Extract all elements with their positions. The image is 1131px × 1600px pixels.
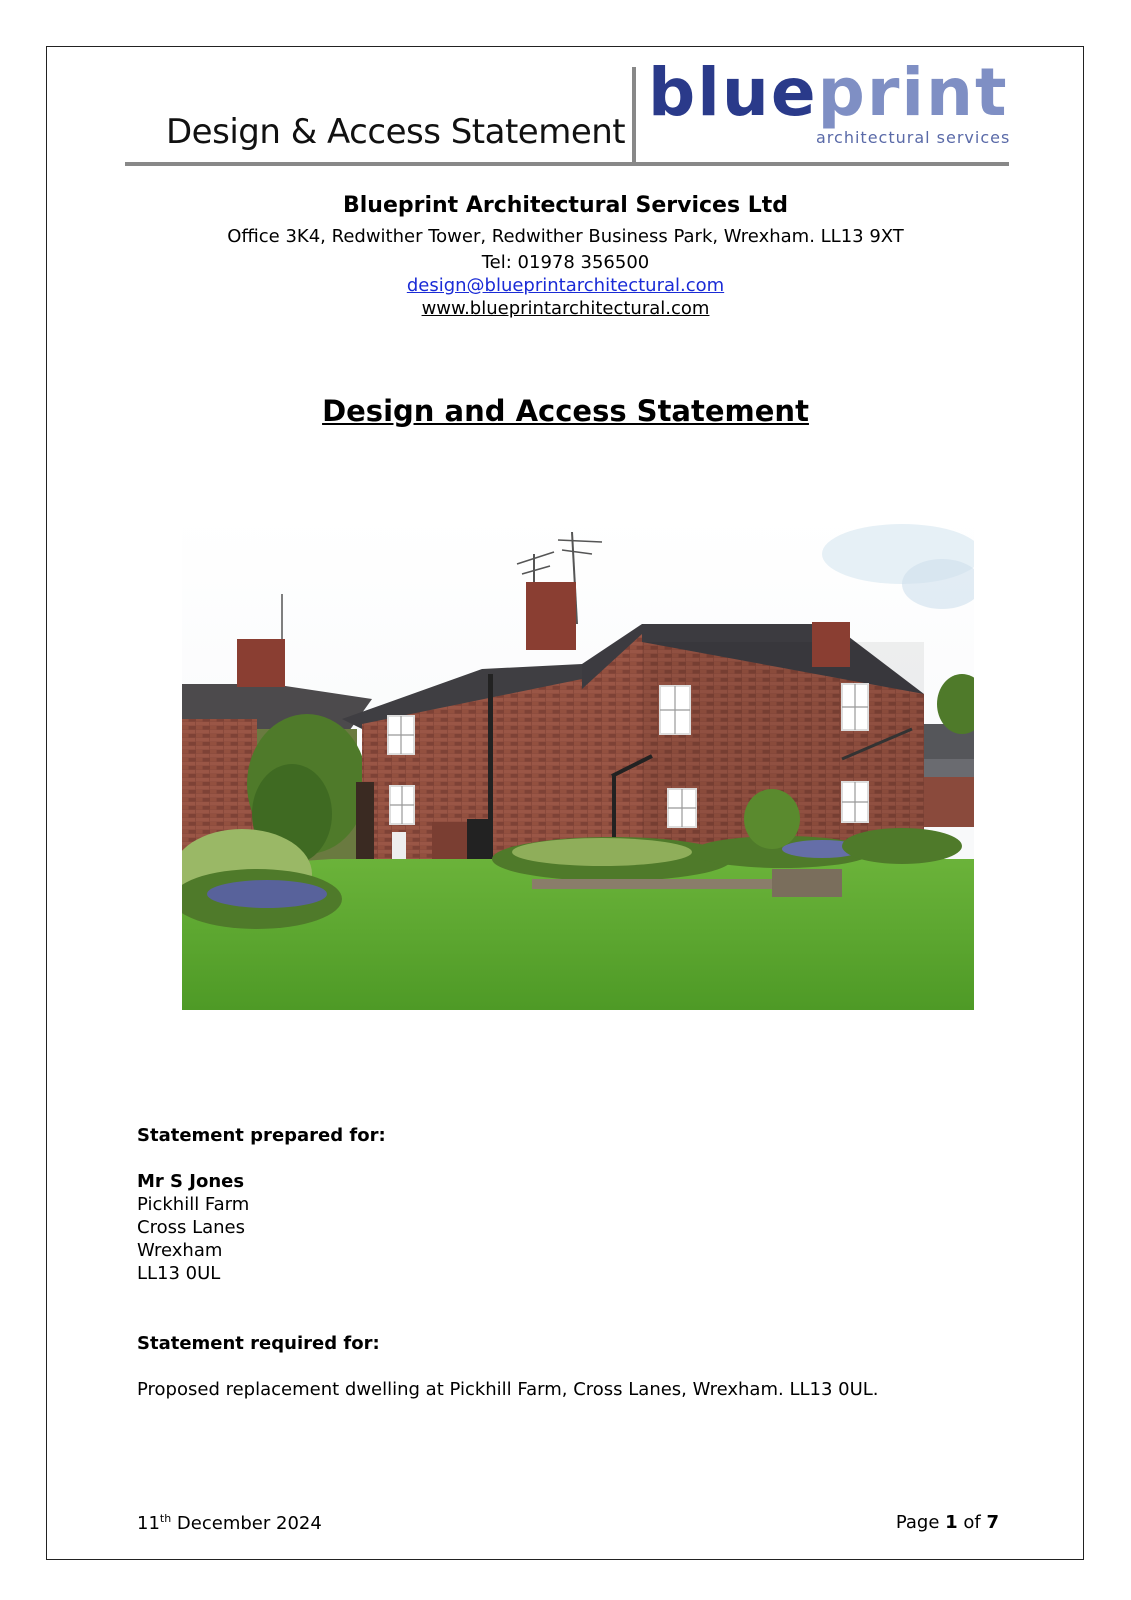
company-name: Blueprint Architectural Services Ltd <box>342 193 789 218</box>
farmhouse-photo <box>182 514 974 1010</box>
logo-text-print: print <box>817 54 1009 131</box>
logo-text-blue: blue <box>648 54 818 131</box>
blueprint-logo <box>648 54 1009 131</box>
footer-date-rest: December 2024 <box>171 1513 322 1534</box>
prepared-for-label: Statement prepared for: <box>137 1125 386 1146</box>
company-tel: Tel: 01978 356500 <box>481 252 650 273</box>
client-address-line: Pickhill Farm <box>137 1194 250 1215</box>
header-rule <box>125 162 1009 166</box>
company-website-link[interactable]: www.blueprintarchitectural.com <box>421 298 710 319</box>
page-label: Page <box>895 1512 946 1533</box>
footer-date <box>137 1512 322 1534</box>
document-title: Design and Access Statement <box>322 394 809 428</box>
client-address-line: Wrexham <box>137 1240 223 1261</box>
page-current: 1 <box>945 1512 958 1533</box>
company-address: Office 3K4, Redwither Tower, Redwither Business Park, Wrexham. LL13 9XT <box>227 226 904 247</box>
company-email-link[interactable]: design@blueprintarchitectural.com <box>406 275 725 296</box>
header-title: Design & Access Statement <box>166 112 626 152</box>
client-address-line: LL13 0UL <box>137 1263 221 1284</box>
client-address-line: Cross Lanes <box>137 1217 245 1238</box>
header-divider <box>632 67 636 164</box>
page-total: 7 <box>986 1512 999 1533</box>
required-for-label: Statement required for: <box>137 1333 380 1354</box>
footer-page-number <box>896 1512 999 1533</box>
footer-date-suffix: th <box>159 1512 172 1525</box>
page-of: of <box>957 1512 987 1533</box>
client-name: Mr S Jones <box>137 1171 245 1192</box>
required-for-text: Proposed replacement dwelling at Pickhill Farm, Cross Lanes, Wrexham. LL13 0UL. <box>137 1379 879 1400</box>
footer-date-day: 11 <box>137 1513 160 1534</box>
logo-subtitle: architectural services <box>816 128 1011 147</box>
